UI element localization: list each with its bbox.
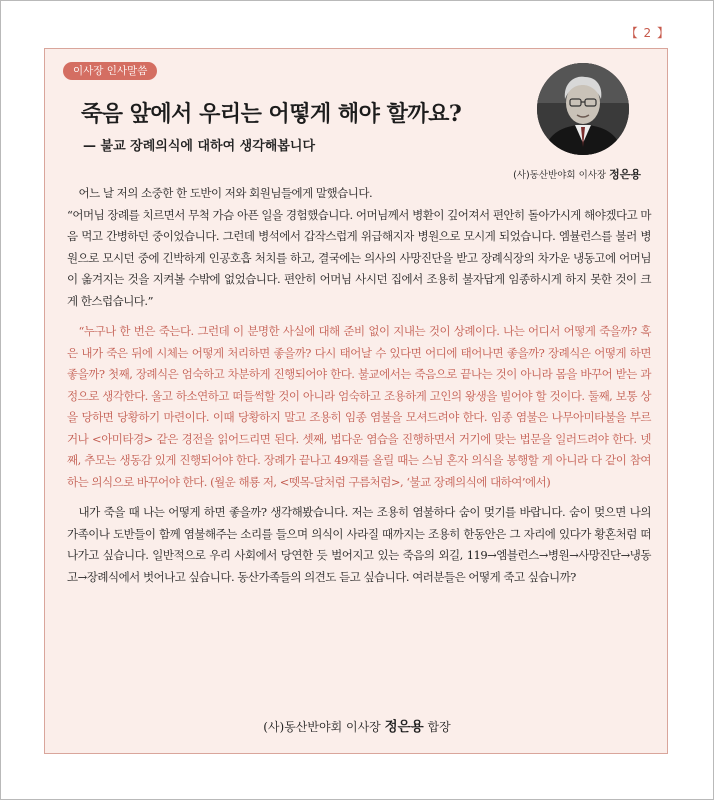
signature-org: (사)동산반야회 이사장 [263,720,381,734]
article-title: 죽음 앞에서 우리는 어떻게 해야 할까요? [81,101,462,127]
body-paragraph-4: 내가 죽을 때 나는 어떻게 하면 좋을까? 생각해봤습니다. 저는 조용히 염불하다 숨이 멎기를 바랍니다. 숨이 멎으면 나의 가족이나 도반들이 함께 염불해주는 소리를 들으며 의식이 사라질 때까지는 조용히 한동안은 그 자리에 있다가 황혼처럼 떠나가고 싶습니다. 일반적으로 우리 사회에서 당연한 듯 벌어지고 있는 죽음의 외길, 119→엠블런스→병원→사망진단→냉동고→장례식에서 벗어나고 싶습니다. 동산가족들의 의견도 듣고 싶습니다. 여러분들은 어떻게 죽고 싶습니까? [67,505,651,584]
article-body [67,183,651,588]
photo-caption [513,166,641,182]
article-subtitle: — 불교 장례의식에 대하여 생각해봅니다 [83,139,316,154]
body-paragraph-2: “어머님 장례를 치르면서 무척 가슴 아픈 일을 경험했습니다. 어머님께서 병환이 깊어져서 편안히 돌아가시게 해야겠다고 마음 먹고 간병하던 중이었습니다. 그런데 병석에서 갑작스럽게 위급해지자 병원으로 모시게 되었습니다. 엠뷸런스를 불러 병원으로 모시던 중에 긴박하게 인공호흡 처치를 하고, 결국에는 의사의 사망진단을 받고 장례식장의 차가운 냉동고에 어머님이 옮겨지는 것을 지켜볼 수밖에 없었습니다. 편안히 어머님 사시던 집에서 조용히 불자답게 임종하시게 하지 못한 것이 크게 한스럽습니다.” [67,207,651,308]
signature-suffix: 합장 [427,720,451,734]
section-tag: 이사장 인사말씀 [63,62,157,80]
caption-org: (사)동산반야회 이사장 [513,170,607,181]
body-paragraph-1: 어느 날 저의 소중한 한 도반이 저와 회원님들에게 말했습니다. [78,186,373,200]
signature [45,715,669,735]
caption-name: 정은용 [609,168,641,181]
greeting-panel [44,48,668,754]
portrait-illustration [537,63,629,155]
quoted-passage: “누구나 한 번은 죽는다. 그런데 이 분명한 사실에 대해 준비 없이 지내는 것이 상례이다. 나는 어디서 어떻게 죽을까? 혹은 내가 죽은 뒤에 시체는 어떻게 처리하면 좋을까? 다시 태어날 수 있다면 어디에 태어나면 좋을까? 장례식은 어떻게 하면 좋을까? 첫째, 장례식은 엄숙하고 차분하게 진행되어야 한다. 불교에서는 죽음으로 끝나는 것이 아니라 몸을 바꾸어 받는 과정으로 생각한다. 울고 하소연하고 떠들썩할 것이 아니라 엄숙하고 조용하게 고인의 왕생을 빌어야 할 것이다. 둘째, 보통 상을 당하면 당황하기 마련이다. 이때 당황하지 말고 조용히 임종 염불을 모셔드려야 한다. 임종 염불은 나무아미타불을 부르거나 <아미타경> 같은 경전을 읽어드리면 된다. 셋째, 법다운 염습을 진행하면서 거기에 맞는 법문을 일러드려야 한다. 넷째, 추모는 생동감 있게 진행되어야 한다. 장례가 끝나고 49재를 올릴 때는 스님 혼자 의식을 봉행할 게 아니라 다 같이 참여하는 의식으로 바꾸어야 한다. (월운 해룡 저, <뗏목-달처럼 구름처럼>, ‘불교 장례의식에 대하여’에서) [67,324,651,489]
page-number: 【 2 】 [625,26,670,40]
signature-name: 정은용 [384,719,424,735]
author-photo [537,63,629,155]
